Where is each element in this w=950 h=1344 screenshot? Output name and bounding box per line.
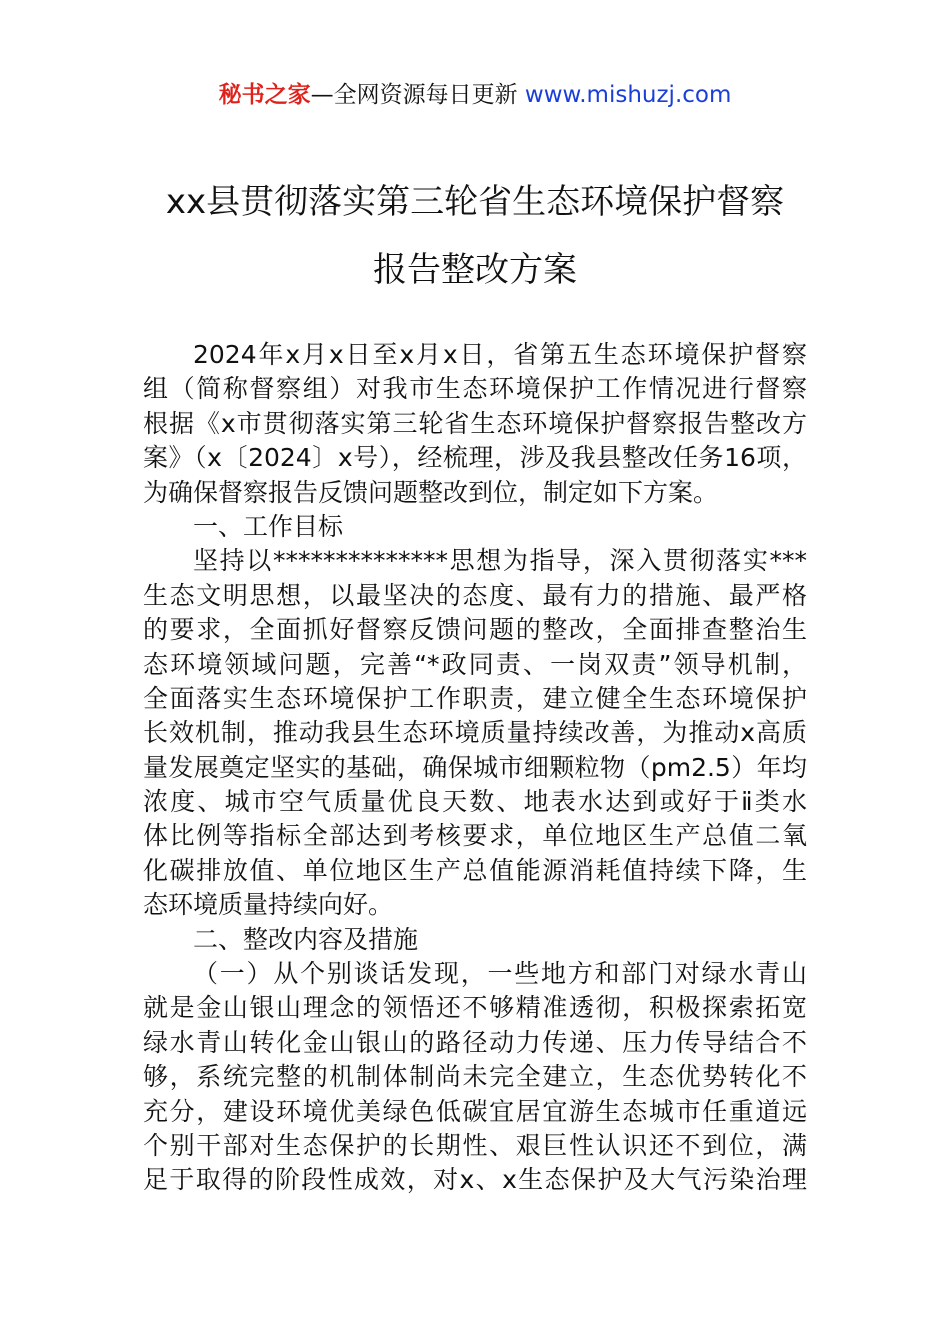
body-line: 2024年x月x日至x月x日，省第五生态环境保护督察 — [193, 340, 807, 369]
body-line: （一）从个别谈话发现，一些地方和部门对绿水青山 — [193, 959, 807, 989]
site-url-link[interactable]: www.mishuzj.com — [524, 82, 732, 108]
body-line: 根据《x市贯彻落实第三轮省生态环境保护督察报告整改方 — [143, 408, 807, 438]
body-line: 个别干部对生态保护的长期性、艰巨性认识还不到位，满 — [143, 1130, 807, 1160]
body-line: 的要求，全面抓好督察反馈问题的整改，全面排查整治生 — [143, 615, 807, 645]
site-banner — [0, 78, 950, 112]
body-line: 化碳排放值、单位地区生产总值能源消耗值持续下降，生 — [143, 855, 807, 885]
body-line: 为确保督察报告反馈问题整改到位，制定如下方案。 — [143, 477, 719, 507]
body-line: 就是金山银山理念的领悟还不够精准透彻，积极探索拓宽 — [143, 993, 807, 1023]
body-line: 二、整改内容及措施 — [193, 924, 419, 954]
document-title-line-2: 报告整改方案 — [373, 250, 577, 290]
body-line: 组（简称督察组）对我市生态环境保护工作情况进行督察 — [143, 374, 807, 404]
body-line: 态环境质量持续向好。 — [143, 890, 394, 920]
body-line: 足于取得的阶段性成效，对x、x生态保护及大气污染治理 — [143, 1165, 807, 1195]
body-line: 案》（x〔2024〕x号），经梳理，涉及我县整改任务16项， — [143, 443, 807, 473]
body-line: 全面落实生态环境保护工作职责，建立健全生态环境保护 — [143, 683, 807, 713]
body-line: 浓度、城市空气质量优良天数、地表水达到或好于ⅱ类水 — [143, 787, 807, 817]
body-line: 量发展奠定坚实的基础，确保城市细颗粒物（pm2.5）年均 — [143, 752, 807, 782]
body-line: 充分，建设环境优美绿色低碳宜居宜游生态城市任重道远 — [143, 1096, 807, 1126]
body-line: 长效机制，推动我县生态环境质量持续改善，为推动x高质 — [143, 718, 807, 748]
body-line: 够，系统完整的机制体制尚未完全建立，生态优势转化不 — [143, 1062, 807, 1092]
document-body — [143, 338, 807, 1198]
body-line: 一、工作目标 — [193, 511, 344, 541]
body-line: 坚持以**************思想为指导，深入贯彻落实*** — [193, 546, 807, 576]
body-line: 体比例等指标全部达到考核要求，单位地区生产总值二氧 — [143, 821, 807, 851]
brand-name: 秘书之家 — [218, 82, 311, 108]
banner-tagline: —全网资源每日更新 — [310, 82, 525, 108]
document-title-line-1: xx县贯彻落实第三轮省生态环境保护督察 — [165, 182, 785, 222]
body-line: 生态文明思想，以最坚决的态度、最有力的措施、最严格 — [143, 580, 807, 610]
body-line: 态环境领域问题，完善“*政同责、一岗双责”领导机制， — [143, 649, 807, 679]
body-line: 绿水青山转化金山银山的路径动力传递、压力传导结合不 — [143, 1027, 807, 1057]
